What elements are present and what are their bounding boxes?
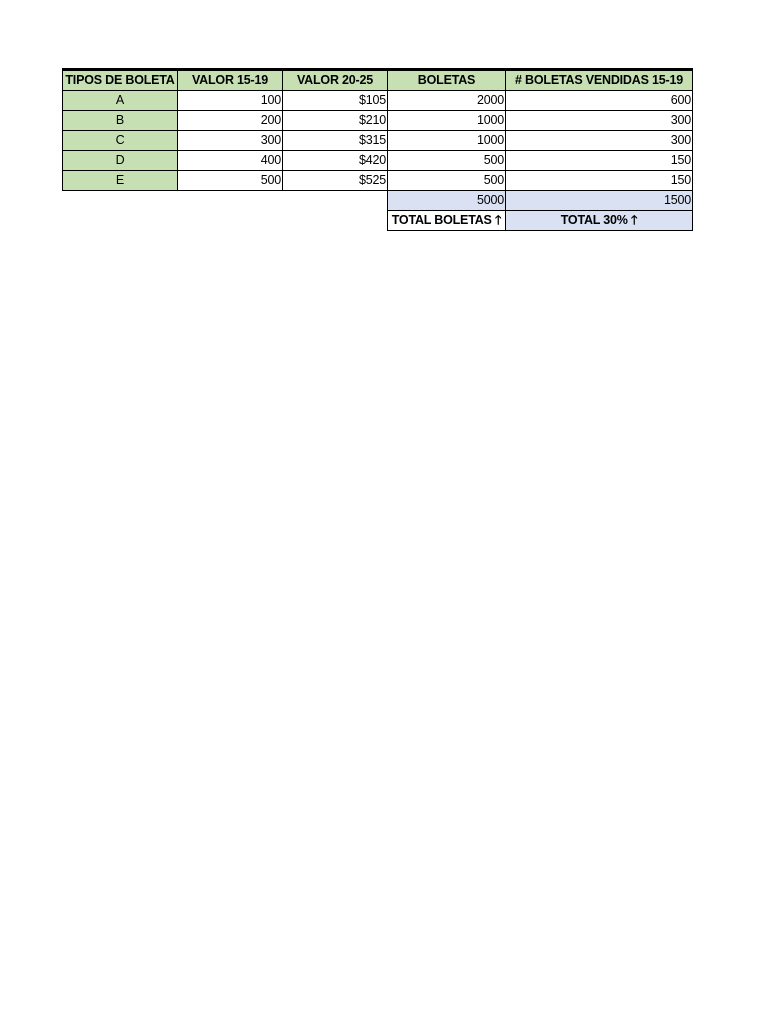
- arrow-up-icon: 🡑: [494, 213, 502, 227]
- header-valor-20-25[interactable]: VALOR 20-25: [283, 70, 388, 91]
- cell-tipo[interactable]: C: [63, 131, 178, 151]
- cell-vendidas[interactable]: 600: [506, 91, 693, 111]
- table-row: [63, 111, 693, 131]
- cell-valor-20-25[interactable]: $210: [283, 111, 388, 131]
- header-row: [63, 70, 693, 91]
- cell-boletas[interactable]: 2000: [388, 91, 506, 111]
- cell-tipo[interactable]: D: [63, 151, 178, 171]
- header-boletas[interactable]: BOLETAS: [388, 70, 506, 91]
- total-boletas-label: TOTAL BOLETAS: [391, 213, 492, 227]
- empty-cell[interactable]: [283, 211, 388, 231]
- cell-boletas[interactable]: 500: [388, 171, 506, 191]
- cell-valor-15-19[interactable]: 100: [178, 91, 283, 111]
- header-boletas-vendidas[interactable]: # BOLETAS VENDIDAS 15-19: [506, 70, 693, 91]
- cell-vendidas[interactable]: 300: [506, 111, 693, 131]
- cell-valor-15-19[interactable]: 500: [178, 171, 283, 191]
- cell-vendidas[interactable]: 300: [506, 131, 693, 151]
- cell-boletas[interactable]: 1000: [388, 111, 506, 131]
- totals-row: [63, 191, 693, 211]
- cell-tipo[interactable]: E: [63, 171, 178, 191]
- empty-cell[interactable]: [178, 211, 283, 231]
- table-row: [63, 131, 693, 151]
- vendidas-total-value[interactable]: 1500: [506, 191, 693, 211]
- header-tipos-de-boleta[interactable]: TIPOS DE BOLETA: [63, 70, 178, 91]
- cell-vendidas[interactable]: 150: [506, 171, 693, 191]
- cell-valor-15-19[interactable]: 200: [178, 111, 283, 131]
- boletas-total-value[interactable]: 5000: [388, 191, 506, 211]
- empty-cell[interactable]: [63, 211, 178, 231]
- cell-valor-15-19[interactable]: 300: [178, 131, 283, 151]
- empty-cell[interactable]: [283, 191, 388, 211]
- cell-valor-20-25[interactable]: $420: [283, 151, 388, 171]
- table-row: [63, 91, 693, 111]
- cell-valor-20-25[interactable]: $105: [283, 91, 388, 111]
- header-valor-15-19[interactable]: VALOR 15-19: [178, 70, 283, 91]
- empty-cell[interactable]: [63, 191, 178, 211]
- cell-vendidas[interactable]: 150: [506, 151, 693, 171]
- cell-boletas[interactable]: 500: [388, 151, 506, 171]
- cell-tipo[interactable]: A: [63, 91, 178, 111]
- totals-label-row: [63, 211, 693, 231]
- arrow-up-icon: 🡑: [630, 213, 638, 227]
- cell-boletas[interactable]: 1000: [388, 131, 506, 151]
- total-30-label: TOTAL 30%: [560, 213, 628, 227]
- cell-valor-20-25[interactable]: $315: [283, 131, 388, 151]
- total-boletas-label-cell[interactable]: [388, 211, 506, 231]
- cell-valor-20-25[interactable]: $525: [283, 171, 388, 191]
- cell-tipo[interactable]: B: [63, 111, 178, 131]
- boletas-table: [62, 68, 693, 231]
- total-30-label-cell[interactable]: [506, 211, 693, 231]
- empty-cell[interactable]: [178, 191, 283, 211]
- table-row: [63, 151, 693, 171]
- cell-valor-15-19[interactable]: 400: [178, 151, 283, 171]
- table-row: [63, 171, 693, 191]
